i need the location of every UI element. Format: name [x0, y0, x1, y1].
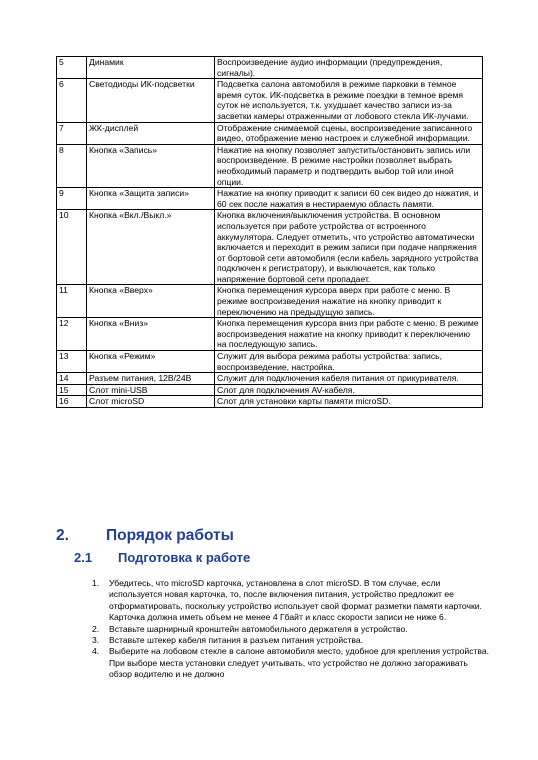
row-number-cell: 6 — [57, 79, 87, 122]
component-name-cell: Кнопка «Вверх» — [87, 285, 215, 318]
row-number-cell: 10 — [57, 210, 87, 285]
row-number-cell: 5 — [57, 57, 87, 79]
row-number-cell: 16 — [57, 396, 87, 408]
step-number: 2. — [92, 623, 100, 634]
component-name-cell: Кнопка «Вниз» — [87, 318, 215, 351]
step-number: 1. — [92, 578, 100, 588]
steps-list — [92, 578, 492, 681]
table-row — [57, 396, 483, 408]
description-cell: Служит для выбора режима работы устройства: запись, воспроизведение, настройка. — [215, 351, 483, 373]
component-name-cell: Слот mini-USB — [87, 384, 215, 396]
section-number: 2. — [56, 527, 69, 544]
component-name-cell: Кнопка «Вкл./Выкл.» — [87, 210, 215, 285]
component-name-cell: ЖК-дисплей — [87, 122, 215, 144]
table-row — [57, 318, 483, 351]
table-row — [57, 188, 483, 210]
step-text: Убедитесь, что microSD карточка, установлена в слот microSD. В том случае, если используется новая карточка, то, после включения питания, устройство предложит ее отформатировать, поскольку устройство использует свой формат разметки памяти карточки. Карточка должна иметь объем не менее 4 Гбайт и класс скорости записи не ниже 6. — [109, 578, 482, 623]
description-cell: Слот для установки карты памяти microSD. — [215, 396, 483, 408]
step-number: 4. — [92, 646, 100, 657]
component-name-cell: Разъем питания, 12В/24В — [87, 373, 215, 385]
description-cell: Слот для подключения AV-кабеля. — [215, 384, 483, 396]
description-cell: Кнопка перемещения курсора вниз при работе с меню. В режиме воспроизведения нажатие на кнопку приводит к переключению на последующую запись. — [215, 318, 483, 351]
description-cell: Воспроизведение аудио информации (предупреждения, сигналы). — [215, 57, 483, 79]
step-number: 3. — [92, 635, 100, 646]
description-cell: Отображение снимаемой сцены, воспроизведение записанного видео, отображение меню настроек и служебной информации. — [215, 122, 483, 144]
description-cell: Нажатие на кнопку позволяет запустить/остановить запись или воспроизведение. В режиме настройки позволяет выбрать необходимый параметр и подтвердить выбор той или иной опции. — [215, 144, 483, 187]
table-row — [57, 384, 483, 396]
subsection-number: 2.1 — [74, 550, 93, 565]
row-number-cell: 14 — [57, 373, 87, 385]
list-item — [92, 578, 492, 624]
spec-table — [56, 56, 483, 408]
component-name-cell: Слот microSD — [87, 396, 215, 408]
step-text: Вставьте штекер кабеля питания в разъем питания устройства. — [109, 635, 364, 646]
component-name-cell: Кнопка «Режим» — [87, 351, 215, 373]
component-name-cell: Светодиоды ИК-подсветки — [87, 79, 215, 122]
table-row — [57, 373, 483, 385]
row-number-cell: 13 — [57, 351, 87, 373]
table-row — [57, 79, 483, 122]
section-heading — [56, 527, 234, 545]
table-row — [57, 285, 483, 318]
section-title: Порядок работы — [106, 527, 234, 544]
list-item — [92, 624, 492, 635]
component-name-cell: Динамик — [87, 57, 215, 79]
spec-table-body — [57, 57, 483, 408]
table-row — [57, 57, 483, 79]
description-cell: Кнопка включения/выключения устройства. В основном используется при работе устройства от встроенного аккумулятора. Следует отметить, что устройство автоматически включается и переходит в режим записи при подаче напряжения от бортовой сети автомобиля (если кабель зарядного устройства подключен к регистратору), и выключается, как только напряжение бортовой сети пропадает. — [215, 210, 483, 285]
row-number-cell: 12 — [57, 318, 87, 351]
step-text: Вставьте шарнирный кронштейн автомобильного держателя в устройство. — [109, 623, 408, 634]
description-cell: Нажатие на кнопку приводит к записи 60 сек видео до нажатия, и 60 сек после нажатия в нестираемую область памяти. — [215, 188, 483, 210]
table-row — [57, 122, 483, 144]
component-name-cell: Кнопка «Запись» — [87, 144, 215, 187]
row-number-cell: 9 — [57, 188, 87, 210]
row-number-cell: 11 — [57, 285, 87, 318]
row-number-cell: 7 — [57, 122, 87, 144]
row-number-cell: 8 — [57, 144, 87, 187]
step-text: Выберите на лобовом стекле в салоне автомобиля место, удобное для крепления устройства. При выборе места установки следует учитывать, что устройство не должно загораживать обзор водителю и не должно — [109, 646, 490, 680]
description-cell: Подсветка салона автомобиля в режиме парковки в темное время суток. ИК-подсветка в режиме поездки в темное время суток не используется, т.к. ухудшает качество записи из-за засветки камеры отраженными от лобового стекла ИК-лучами. — [215, 79, 483, 122]
list-item — [92, 646, 492, 680]
subsection-title: Подготовка к работе — [118, 550, 251, 565]
subsection-heading — [74, 550, 250, 565]
component-name-cell: Кнопка «Защита записи» — [87, 188, 215, 210]
table-row — [57, 351, 483, 373]
list-item — [92, 635, 492, 646]
description-cell: Служит для подключения кабеля питания от прикуривателя. — [215, 373, 483, 385]
description-cell: Кнопка перемещения курсора вверх при работе с меню. В режиме воспроизведения нажатие на кнопку приводит к переключению на предыдущую запись. — [215, 285, 483, 318]
table-row — [57, 144, 483, 187]
row-number-cell: 15 — [57, 384, 87, 396]
table-row — [57, 210, 483, 285]
